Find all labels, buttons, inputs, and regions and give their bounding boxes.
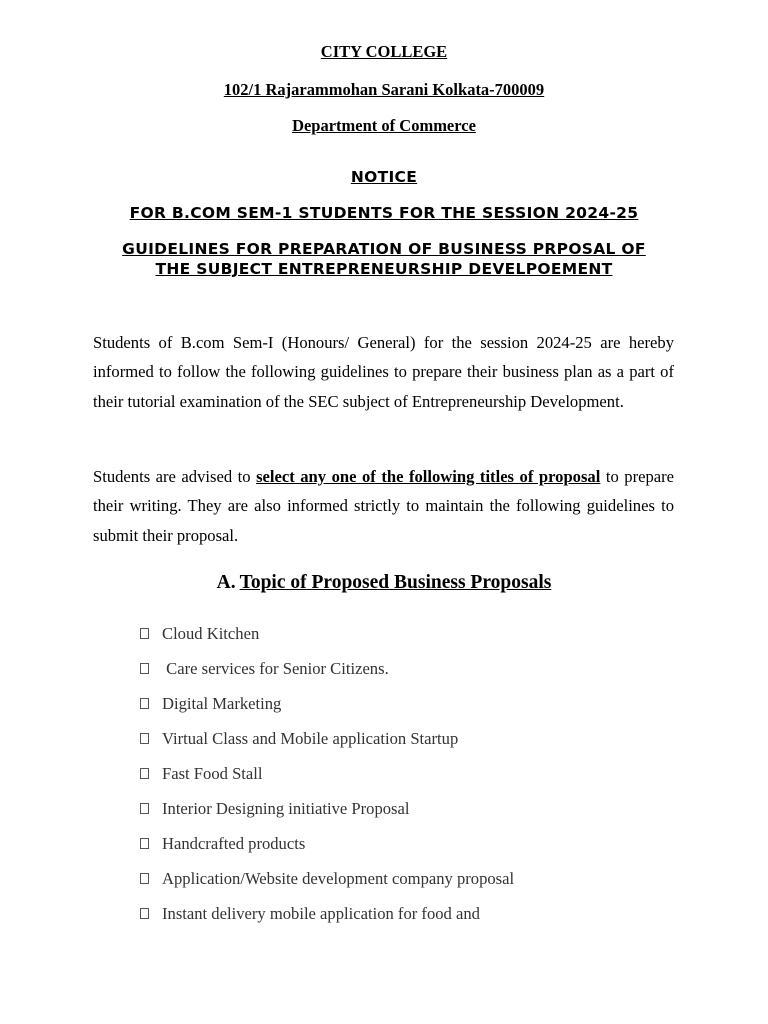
para2-text-start: Students are advised to [93, 467, 257, 486]
list-item-label: Virtual Class and Mobile application Startup [162, 729, 459, 748]
college-address: 102/1 Rajarammohan Sarani Kolkata-700009 [223, 80, 545, 99]
list-item-label: Application/Website development company proposal [162, 869, 515, 888]
para2-text-end: to prepare their writing. They are also informed strictly to maintain the following guidelines to submit their proposal. [93, 467, 675, 545]
list-item-label: Care services for Senior Citizens. [162, 659, 389, 678]
bullet-icon [140, 768, 149, 779]
list-item [140, 764, 514, 799]
list-item [140, 834, 514, 869]
section-a-marker: A. [216, 572, 236, 593]
list-item-label: Instant delivery mobile application for food and [162, 904, 480, 923]
list-item [140, 799, 514, 834]
bullet-icon [140, 628, 149, 639]
bullet-icon [140, 803, 149, 814]
list-item-label: Digital Marketing [162, 694, 282, 713]
proposal-topics-list [140, 624, 514, 939]
list-item [140, 694, 514, 729]
section-a-title: Topic of Proposed Business Proposals [239, 572, 552, 593]
para2-emphasis: select any one of the following titles of proposal [256, 467, 601, 486]
list-item-label: Handcrafted products [162, 834, 306, 853]
list-item-label: Fast Food Stall [162, 764, 263, 783]
body-paragraph-2 [93, 462, 674, 550]
list-item [140, 624, 514, 659]
list-item [140, 904, 514, 939]
notice-title: NOTICE [350, 168, 418, 186]
bullet-icon [140, 838, 149, 849]
list-item-label: Interior Designing initiative Proposal [162, 799, 410, 818]
notice-guidelines-line-1: GUIDELINES FOR PREPARATION OF BUSINESS PRPOSAL OF [122, 240, 646, 258]
college-name: CITY COLLEGE [320, 42, 448, 61]
notice-audience: FOR B.COM SEM-1 STUDENTS FOR THE SESSION 2024-25 [129, 204, 639, 222]
department-name: Department of Commerce [292, 116, 476, 135]
bullet-icon [140, 873, 149, 884]
list-item [140, 729, 514, 764]
bullet-icon [140, 733, 149, 744]
bullet-icon [140, 663, 149, 674]
list-item-label: Cloud Kitchen [162, 624, 260, 643]
section-a-heading [0, 572, 768, 594]
body-paragraph-1: Students of B.com Sem-I (Honours/ General) for the session 2024-25 are hereby informed to follow the following guidelines to prepare their business plan as a part of their tutorial examination of the SEC subject of Entrepreneurship Development. [93, 333, 674, 411]
bullet-icon [140, 698, 149, 709]
notice-guidelines-line-2: THE SUBJECT ENTREPRENEURSHIP DEVELPOEMENT [155, 260, 613, 278]
list-item [140, 869, 514, 904]
bullet-icon [140, 908, 149, 919]
list-item [140, 659, 514, 694]
